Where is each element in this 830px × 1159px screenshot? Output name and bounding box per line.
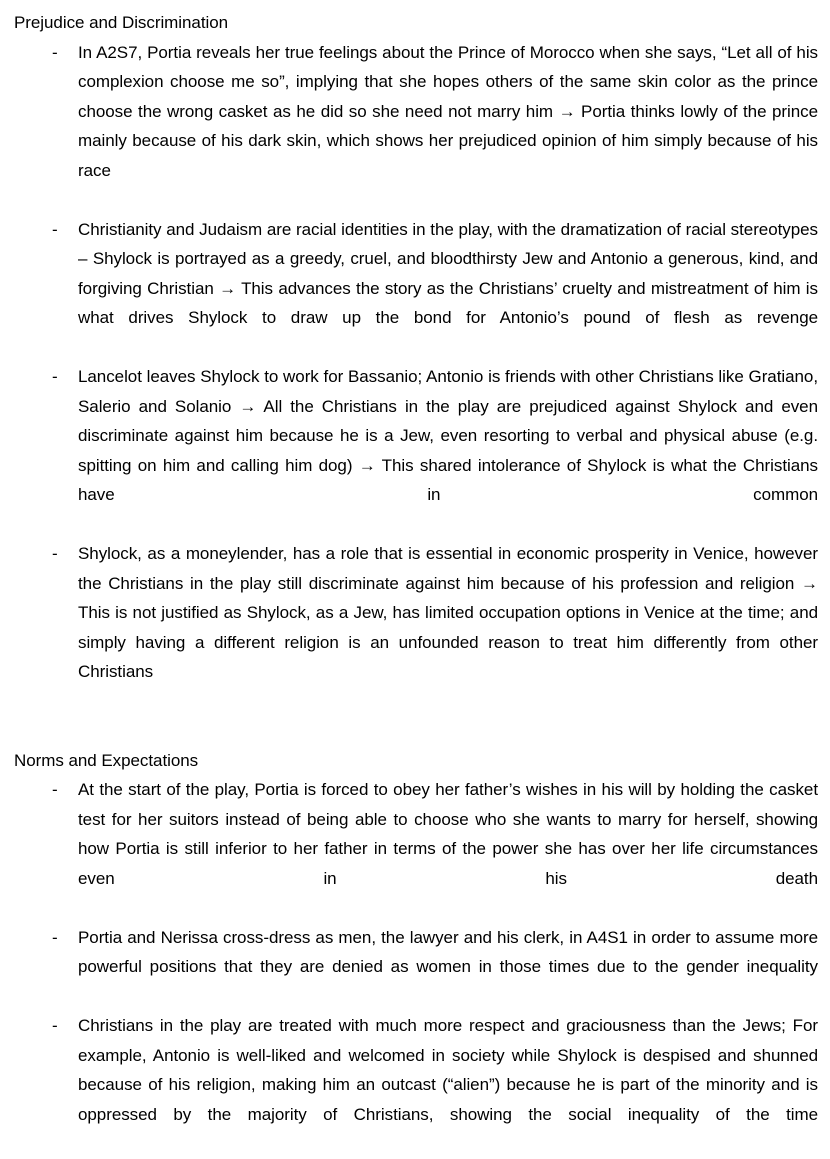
bullet-list [14,775,818,1159]
list-item [14,38,818,215]
list-item-text: Portia and Nerissa cross-dress as men, the lawyer and his clerk, in A4S1 in order to assume more powerful positions that they are denied as women in those times due to the gender inequality [78,927,818,976]
bullet-marker-icon: - [52,1016,58,1035]
list-item-text: Christians in the play are treated with much more respect and graciousness than the Jews; For example, Antonio is well-liked and welcomed in society while Shylock is despised and shunned because of his religion, making him an outcast (“alien”) because he is part of the minority and is oppressed by the majority of Christians, showing the social inequality of the time [78,1016,818,1124]
bullet-marker-icon: - [52,367,58,386]
document-section [14,8,818,716]
bullet-marker-icon: - [52,42,58,62]
list-item-text: Shylock, as a moneylender, has a role that is essential in economic prosperity in Venice, however the Christians in the play still discriminate against him because of his profession and religion → This is not justified as Shylock, as a Jew, has limited occupation options in Venice at the time; and simply having a different religion is an unfounded reason to treat him differently from other Christians [78,544,818,681]
list-item-text: Lancelot leaves Shylock to work for Bassanio; Antonio is friends with other Christians like Gratiano, Salerio and Solanio → All the Christians in the play are prejudiced against Shylock and even discriminate against him because he is a Jew, even resorting to verbal and physical abuse (e.g. spitting on him and calling him dog) → This shared intolerance of Shylock is what the Christians have in common [78,367,818,504]
bullet-marker-icon: - [52,219,58,239]
document-section [14,746,818,1159]
list-item [14,539,818,716]
list-item-text: In A2S7, Portia reveals her true feelings about the Prince of Morocco when she says, “Let all of his complexion choose me so”, implying that she hopes others of the same skin color as the prince choose the wrong casket as he did so she need not marry him → Portia thinks lowly of the prince mainly because of his dark skin, which shows her prejudiced opinion of him simply because of his race [78,42,818,180]
section-heading-norms-and-expectations: Norms and Expectations [14,750,199,770]
bullet-list [14,38,818,717]
bullet-marker-icon: - [52,544,58,563]
bullet-marker-icon: - [52,927,58,947]
list-item-text: Christianity and Judaism are racial identities in the play, with the dramatization of racial stereotypes – Shylock is portrayed as a greedy, cruel, and bloodthirsty Jew and Antonio a generous, kind, and forgiving Christian → This advances the story as the Christians’ cruelty and mistreatment of him is what drives Shylock to draw up the bond for Antonio’s pound of flesh as revenge [78,219,818,327]
list-item-text: At the start of the play, Portia is forced to obey her father’s wishes in his will by holding the casket test for her suitors instead of being able to choose who she wants to marry for herself, showing how Portia is still inferior to her father in terms of the power she has over her life circumstances even in his death [78,780,818,888]
section-heading-prejudice-and-discrimination: Prejudice and Discrimination [14,13,229,32]
list-item [14,215,818,363]
bullet-marker-icon: - [52,780,58,799]
list-item [14,775,818,923]
list-item [14,362,818,539]
list-item [14,923,818,1012]
list-item [14,1011,818,1159]
